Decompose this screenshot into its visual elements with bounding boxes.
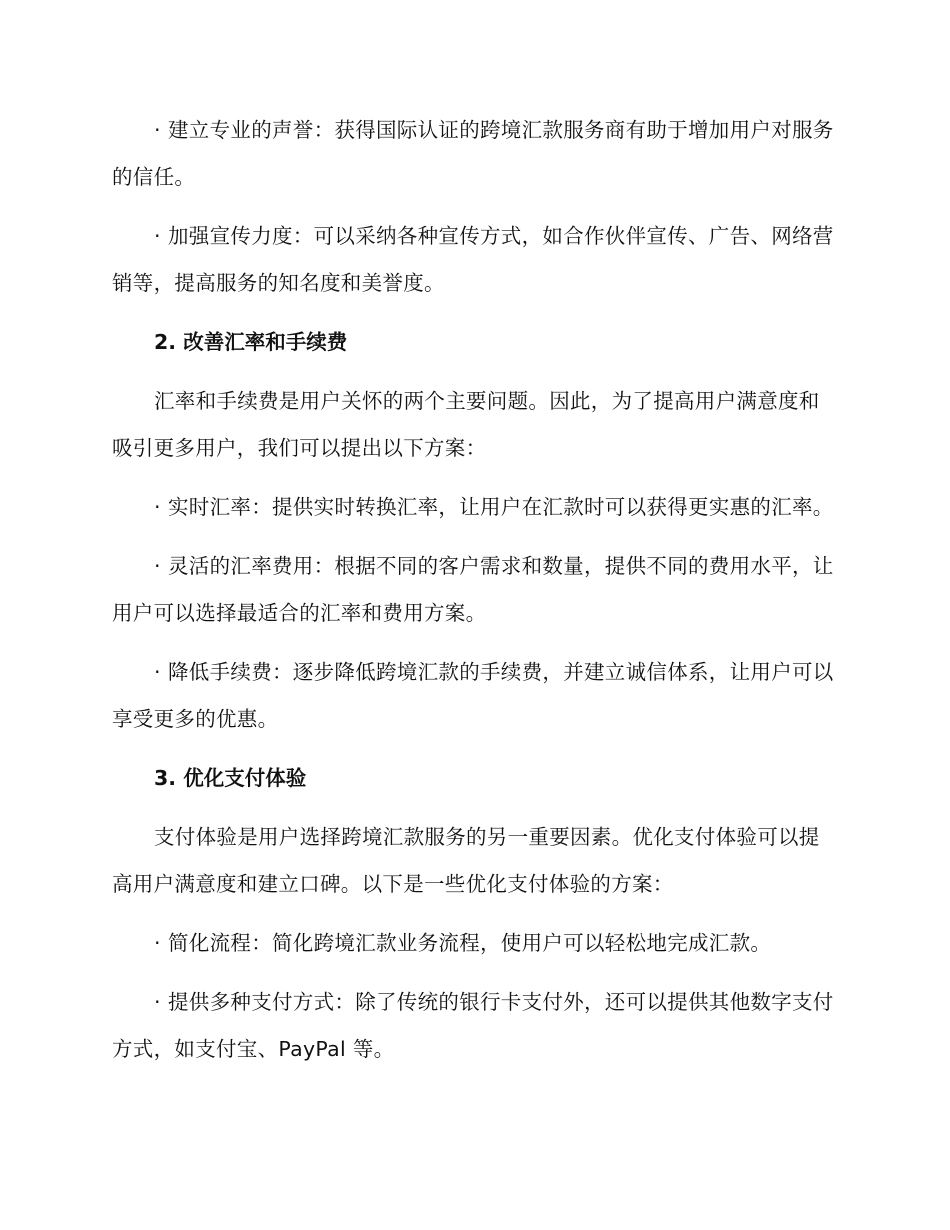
- bullet-paragraph: [112, 484, 834, 531]
- section-heading: 2. 改善汇率和手续费: [154, 330, 348, 354]
- body-paragraph: 支付体验是用户选择跨境汇款服务的另一重要因素。优化支付体验可以提高用户满意度和建立口碑。以下是一些优化支付体验的方案：: [112, 825, 820, 896]
- paragraph-text: 实时汇率：提供实时转换汇率，让用户在汇款时可以获得更实惠的汇率。: [168, 495, 834, 519]
- bullet-paragraph: [112, 213, 834, 307]
- section-heading: 3. 优化支付体验: [154, 766, 307, 790]
- paragraph-text: 加强宣传力度：可以采纳各种宣传方式，如合作伙伴宣传、广告、网络营销等，提高服务的知名度和美誉度。: [112, 224, 834, 295]
- paragraph-text: 简化流程：简化跨境汇款业务流程，使用户可以轻松地完成汇款。: [168, 931, 772, 955]
- bullet-mark: ·: [154, 660, 161, 684]
- bullet-paragraph: [112, 649, 834, 743]
- bullet-mark: ·: [154, 990, 161, 1014]
- bullet-mark: ·: [154, 224, 161, 248]
- bullet-paragraph: [112, 920, 834, 967]
- paragraph-text: 灵活的汇率费用：根据不同的客户需求和数量，提供不同的费用水平，让用户可以选择最适合的汇率和费用方案。: [112, 554, 834, 625]
- bullet-mark: ·: [154, 495, 161, 519]
- paragraph-text: 提供多种支付方式：除了传统的银行卡支付外，还可以提供其他数字支付方式，如支付宝、PayPal 等。: [112, 990, 834, 1061]
- paragraph-text: 建立专业的声誉：获得国际认证的跨境汇款服务商有助于增加用户对服务的信任。: [112, 118, 834, 189]
- bullet-mark: ·: [154, 118, 161, 142]
- bullet-paragraph: [112, 979, 834, 1073]
- bullet-paragraph: [112, 107, 834, 201]
- bullet-mark: ·: [154, 554, 161, 578]
- bullet-paragraph: [112, 543, 834, 637]
- paragraph-text: 降低手续费：逐步降低跨境汇款的手续费，并建立诚信体系，让用户可以享受更多的优惠。: [112, 660, 834, 731]
- body-paragraph: 汇率和手续费是用户关怀的两个主要问题。因此，为了提高用户满意度和吸引更多用户，我们可以提出以下方案：: [112, 389, 820, 460]
- bullet-mark: ·: [154, 931, 161, 955]
- document-body: [112, 107, 834, 1085]
